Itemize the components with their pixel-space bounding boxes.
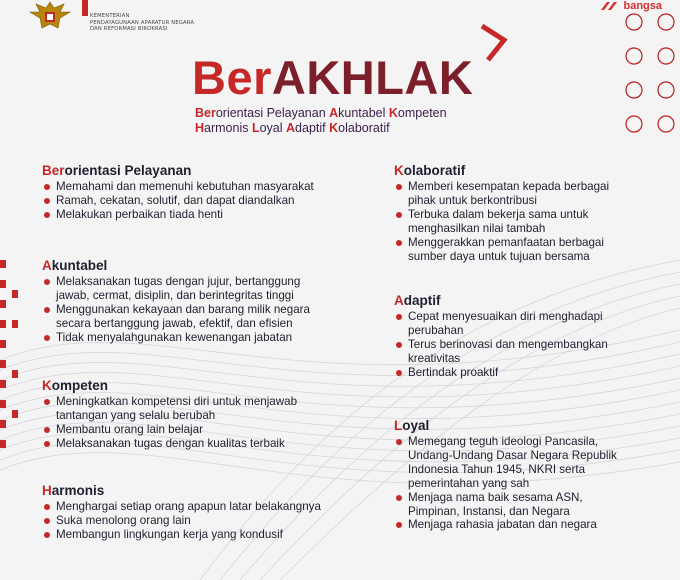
list-item bbox=[394, 518, 617, 532]
page-title bbox=[192, 50, 473, 105]
list-item-text: Meningkatkan kompetensi diri untuk menjawab tantangan yang selalu berubah bbox=[56, 395, 298, 422]
bullet-dot-icon bbox=[44, 441, 50, 447]
section-title bbox=[42, 483, 321, 499]
subtitle-text: kuntabel bbox=[338, 106, 389, 120]
list-item bbox=[42, 275, 310, 303]
bullet-dot-icon bbox=[396, 522, 402, 528]
section-title-initial: L bbox=[394, 418, 403, 433]
section-list bbox=[394, 310, 608, 380]
list-item bbox=[394, 366, 608, 380]
list-item bbox=[394, 208, 609, 236]
bullet-dot-icon bbox=[396, 184, 402, 190]
title-ber: Ber bbox=[192, 51, 272, 104]
list-item-text: Cepat menyesuaikan diri menghadapi perubahan bbox=[408, 310, 603, 337]
section-list bbox=[42, 180, 314, 222]
bullet-dot-icon bbox=[44, 307, 50, 313]
list-item bbox=[42, 395, 297, 423]
list-item-text: Terbuka dalam bekerja sama untuk menghasilkan nilai tambah bbox=[408, 207, 589, 235]
bullet-dot-icon bbox=[44, 335, 50, 341]
bullet-dot-icon bbox=[396, 439, 402, 445]
bullet-dot-icon bbox=[396, 212, 402, 218]
bullet-dot-icon bbox=[44, 532, 50, 538]
bullet-dot-icon bbox=[44, 198, 50, 204]
list-item-text: Terus berinovasi dan mengembangkan kreativitas bbox=[408, 337, 608, 365]
garuda-icon bbox=[28, 0, 72, 32]
list-item bbox=[42, 500, 321, 514]
subtitle-text: armonis bbox=[204, 121, 252, 135]
section-harmonis bbox=[42, 483, 321, 542]
section-title bbox=[394, 163, 609, 179]
list-item-text: Menjaga nama baik sesama ASN, Pimpinan, Instansi, dan Negara bbox=[408, 490, 583, 518]
section-title-rest: kuntabel bbox=[51, 258, 108, 273]
list-item bbox=[394, 236, 609, 264]
section-list bbox=[394, 180, 609, 263]
section-title bbox=[42, 378, 297, 394]
bullet-dot-icon bbox=[44, 504, 50, 510]
subtitle-text: ompeten bbox=[397, 106, 447, 120]
section-title-rest: armonis bbox=[51, 483, 105, 498]
section-title-initial: A bbox=[42, 258, 52, 273]
list-item-text: Menggunakan kekayaan dan barang milik negara secara bertanggung jawab, efektif, dan efisien bbox=[56, 302, 310, 330]
list-item-text: Melakukan perbaikan tiada henti bbox=[56, 207, 223, 221]
section-kolaboratif bbox=[394, 163, 609, 263]
subtitle-text: orientasi Pelayanan bbox=[215, 106, 330, 120]
section-title-rest: daptif bbox=[403, 293, 441, 308]
list-item-text: Memahami dan memenuhi kebutuhan masyarakat bbox=[56, 180, 314, 193]
list-item bbox=[42, 331, 310, 345]
list-item bbox=[394, 491, 617, 519]
list-item-text: Membantu orang lain belajar bbox=[56, 422, 203, 436]
section-adaptif bbox=[394, 293, 608, 380]
list-item-text: Bertindak proaktif bbox=[408, 365, 499, 379]
list-item-text: Memberi kesempatan kepada berbagai pihak untuk berkontribusi bbox=[408, 180, 610, 207]
section-list bbox=[394, 435, 617, 532]
section-title bbox=[394, 293, 608, 309]
section-kompeten bbox=[42, 378, 297, 451]
section-title-initial: K bbox=[394, 163, 404, 178]
bullet-dot-icon bbox=[44, 518, 50, 524]
bullet-dot-icon bbox=[396, 495, 402, 501]
subtitle-hl: K bbox=[388, 106, 398, 120]
section-title-initial: K bbox=[42, 378, 52, 393]
list-item bbox=[394, 435, 617, 491]
section-akuntabel bbox=[42, 258, 310, 345]
brand-logo bbox=[599, 0, 662, 12]
list-item-text: Suka menolong orang lain bbox=[56, 513, 191, 527]
bullet-dot-icon bbox=[396, 370, 402, 376]
list-item-text: Menghargai setiap orang apapun latar belakangnya bbox=[56, 500, 321, 513]
section-title-initial: Ber bbox=[42, 163, 65, 178]
ministry-logo bbox=[28, 0, 88, 34]
bullet-dot-icon bbox=[44, 399, 50, 405]
subtitle-hl: H bbox=[195, 121, 205, 135]
list-item bbox=[42, 514, 321, 528]
bullet-dot-icon bbox=[396, 240, 402, 246]
subtitle-hl: L bbox=[251, 121, 260, 135]
subtitle-hl: K bbox=[329, 121, 339, 135]
subtitle-line-1 bbox=[195, 106, 447, 121]
section-loyal bbox=[394, 418, 617, 532]
brand-text: bangsa bbox=[623, 0, 662, 12]
list-item-text: Menggerakkan pemanfaatan berbagai sumber daya untuk tujuan bersama bbox=[408, 235, 604, 263]
list-item-text: Membangun lingkungan kerja yang kondusif bbox=[56, 527, 283, 541]
list-item bbox=[42, 194, 314, 208]
list-item bbox=[42, 528, 321, 542]
list-item bbox=[394, 338, 608, 366]
list-item bbox=[42, 208, 314, 222]
list-item-text: Tidak menyalahgunakan kewenangan jabatan bbox=[56, 330, 293, 344]
list-item bbox=[42, 180, 314, 194]
ministry-name bbox=[90, 13, 194, 33]
subtitle-text: daptif bbox=[295, 121, 330, 135]
subtitle-text: oyal bbox=[259, 121, 287, 135]
list-item-text: Melaksanakan tugas dengan jujur, bertanggung jawab, cermat, disiplin, dan berintegritas tinggi bbox=[56, 275, 301, 302]
list-item-text: Memegang teguh ideologi Pancasila, Undang-Undang Dasar Negara Republik Indonesia Tahun 1945, NKRI serta pemerintahan yang sah bbox=[408, 435, 617, 490]
section-list bbox=[42, 275, 310, 345]
section-title bbox=[42, 163, 314, 179]
section-title-rest: oyal bbox=[402, 418, 430, 433]
list-item-text: Menjaga rahasia jabatan dan negara bbox=[408, 518, 597, 532]
bullet-dot-icon bbox=[44, 184, 50, 190]
bullet-dot-icon bbox=[44, 212, 50, 218]
ministry-line-1: KEMENTERIAN bbox=[90, 13, 130, 19]
section-list bbox=[42, 500, 321, 542]
page-subtitle bbox=[195, 106, 447, 136]
list-item bbox=[42, 437, 297, 451]
bullet-dot-icon bbox=[396, 342, 402, 348]
section-title-rest: ompeten bbox=[51, 378, 109, 393]
subtitle-hl: A bbox=[286, 121, 296, 135]
subtitle-hl: A bbox=[329, 106, 339, 120]
chevron-decoration-icon bbox=[478, 22, 508, 64]
subtitle-hl: Ber bbox=[195, 106, 216, 120]
section-title-initial: H bbox=[42, 483, 52, 498]
section-list bbox=[42, 395, 297, 451]
section-title bbox=[42, 258, 310, 274]
brand-mark-icon bbox=[599, 0, 621, 12]
logo-red-bar bbox=[82, 0, 88, 16]
list-item-text: Ramah, cekatan, solutif, dan dapat diandalkan bbox=[56, 193, 295, 207]
list-item bbox=[394, 180, 609, 208]
section-berorientasi-pelayanan bbox=[42, 163, 314, 222]
section-title bbox=[394, 418, 617, 434]
list-item-text: Melaksanakan tugas dengan kualitas terbaik bbox=[56, 436, 285, 450]
section-title-rest: orientasi Pelayanan bbox=[64, 163, 192, 178]
left-stripe-decoration bbox=[0, 240, 36, 480]
bullet-dot-icon bbox=[44, 279, 50, 285]
ministry-line-3: DAN REFORMASI BIROKRASI bbox=[90, 26, 168, 32]
list-item bbox=[394, 310, 608, 338]
list-item bbox=[42, 303, 310, 331]
dot-pattern-decoration bbox=[610, 0, 680, 200]
ministry-line-2: PENDAYAGUNAAN APARATUR NEGARA bbox=[90, 19, 195, 26]
section-title-rest: olaboratif bbox=[403, 163, 466, 178]
bullet-dot-icon bbox=[44, 427, 50, 433]
section-title-initial: A bbox=[394, 293, 404, 308]
title-akhlak: AKHLAK bbox=[271, 51, 474, 104]
subtitle-line-2 bbox=[195, 121, 447, 136]
list-item bbox=[42, 423, 297, 437]
subtitle-text: olaboratif bbox=[338, 121, 390, 135]
bullet-dot-icon bbox=[396, 314, 402, 320]
